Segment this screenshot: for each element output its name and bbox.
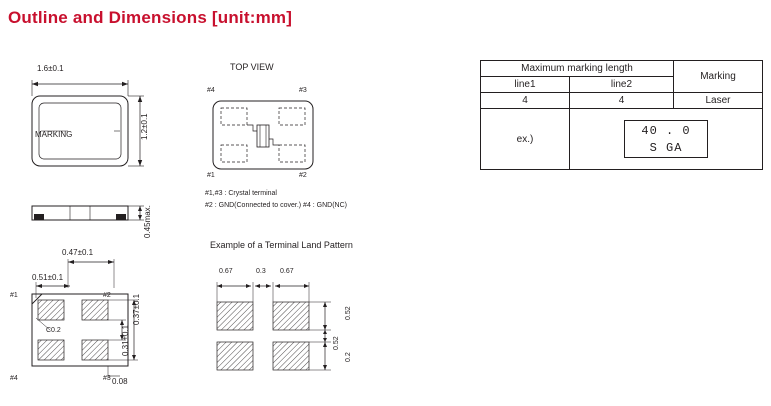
table-row [481, 61, 763, 77]
top-view-caption: TOP VIEW [230, 62, 274, 72]
land-pattern-caption: Example of a Terminal Land Pattern [210, 240, 353, 250]
val-line1: 4 [481, 93, 570, 109]
top-view-note-2: #2 : GND(Connected to cover.) #4 : GND(NC) [205, 202, 347, 209]
bottom-pin-3: #3 [103, 375, 111, 382]
top-view-pin-3: #3 [299, 87, 307, 94]
bottom-dim-008: 0.08 [112, 377, 128, 386]
top-view-pin-4: #4 [207, 87, 215, 94]
outline-marking-text: MARKING [35, 130, 73, 139]
ex-line2-text: S GA [649, 141, 683, 155]
table-row [481, 93, 763, 109]
land-dim-02: 0.2 [345, 352, 352, 362]
top-view-drawing [205, 97, 323, 175]
land-dim-052-bot: 0.52 [333, 336, 340, 350]
bottom-pin-2: #2 [103, 292, 111, 299]
th-line1: line1 [481, 77, 570, 93]
ex-marking-sample [570, 109, 763, 170]
th-max-marking-length: Maximum marking length [481, 61, 674, 77]
bottom-dim-031: 0.31±0.1 [121, 324, 130, 356]
outline-top-drawing [10, 74, 150, 189]
top-view-note-1: #1,#3 : Crystal terminal [205, 190, 277, 197]
land-dim-067-right: 0.67 [280, 268, 294, 275]
page-title: Outline and Dimensions [unit:mm] [8, 8, 293, 27]
bottom-pin-4: #4 [10, 375, 18, 382]
bottom-dim-047: 0.47±0.1 [62, 248, 94, 257]
th-line2: line2 [570, 77, 674, 93]
bottom-view-drawing [10, 258, 160, 398]
outline-height-dim: 1.2±0.1 [140, 113, 149, 140]
land-dim-052-top: 0.52 [345, 306, 352, 320]
top-view-pin-2: #2 [299, 172, 307, 179]
bottom-pin-1: #1 [10, 292, 18, 299]
top-view-pin-1: #1 [207, 172, 215, 179]
bottom-dim-051: 0.51±0.1 [32, 273, 64, 282]
outline-width-dim: 1.6±0.1 [37, 64, 64, 73]
bottom-chamfer-dim: C0.2 [46, 327, 61, 334]
ex-label: ex.) [481, 109, 570, 170]
table-row [481, 109, 763, 170]
bottom-dim-037: 0.37±0.1 [132, 293, 141, 325]
land-dim-067-left: 0.67 [219, 268, 233, 275]
ex-line1-text: 40 . 0 [641, 124, 691, 138]
land-dim-03: 0.3 [256, 268, 266, 275]
val-line2: 4 [570, 93, 674, 109]
outline-side-drawing [10, 196, 150, 246]
marking-table [480, 60, 763, 170]
val-marking: Laser [674, 93, 763, 109]
outline-side-height-dim: 0.45max. [143, 205, 152, 238]
th-marking: Marking [674, 61, 763, 93]
